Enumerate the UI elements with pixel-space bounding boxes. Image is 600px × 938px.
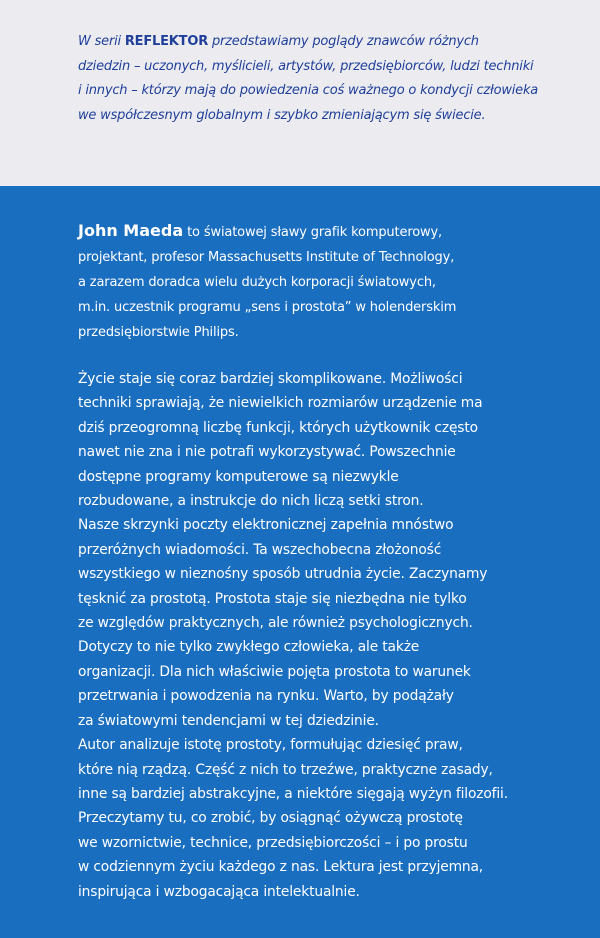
- description-line: ze względów praktycznych, ale również psychologicznych.: [78, 615, 473, 632]
- book-description: [78, 367, 583, 904]
- description-line: inne są bardziej abstrakcyjne, a niektóre sięgają wyżyn filozofii.: [78, 785, 508, 802]
- author-bio-line: projektant, profesor Massachusetts Institute of Technology,: [78, 250, 455, 265]
- description-line: Dotyczy to nie tylko zwykłego człowieka, ale także: [78, 639, 420, 656]
- description-line: nawet nie zna i nie potrafi wykorzystywać. Powszechnie: [78, 444, 456, 461]
- series-intro: W serii: [78, 34, 121, 49]
- series-band: [0, 0, 600, 186]
- description-line: wszystkiego w nieznośny sposób utrudnia życie. Zaczynamy: [78, 566, 488, 583]
- description-line: Życie staje się coraz bardziej skomplikowane. Możliwości: [78, 371, 463, 387]
- author-bio: [78, 218, 578, 345]
- description-line: dostępne programy komputerowe są niezwykle: [78, 468, 399, 485]
- series-line: i innych – którzy mają do powiedzenia coś ważnego o kondycji człowieka: [78, 83, 539, 98]
- series-line: we współczesnym globalnym i szybko zmieniającym się świecie.: [78, 107, 486, 123]
- author-bio-line: m.in. uczestnik programu „sens i prostota” w holenderskim: [78, 300, 457, 315]
- author-bio-line: John Maeda to światowej sławy grafik komputerowy,: [78, 221, 443, 240]
- description-line: tęsknić za prostotą. Prostota staje się niezbędna nie tylko: [78, 590, 467, 607]
- author-bio-line: przedsiębiorstwie Philips.: [78, 325, 239, 340]
- author-bio-line: a zarazem doradca wielu dużych korporacji światowych,: [78, 275, 436, 290]
- description-line: przetrwania i powodzenia na rynku. Warto, by podążały: [78, 688, 454, 705]
- description-line: przeróżnych wiadomości. Ta wszechobecna złożoność: [78, 541, 442, 558]
- description-line: dziś przeogromną liczbę funkcji, których użytkownik często: [78, 419, 478, 436]
- description-line: Autor analizuje istotę prostoty, formułując dziesięć praw,: [78, 737, 463, 754]
- description-line: inspirująca i wzbogacająca intelektualnie.: [78, 883, 360, 900]
- description-line: które nią rządzą. Część z nich to trzeźwe, praktyczne zasady,: [78, 761, 493, 778]
- description-line: Przeczytamy tu, co zrobić, by osiągnąć ożywczą prostotę: [78, 810, 463, 827]
- series-line: dziedzin – uczonych, myślicieli, artystów, przedsiębiorców, ludzi techniki: [78, 58, 534, 74]
- series-name: REFLEKTOR: [124, 34, 209, 49]
- series-description: [78, 30, 558, 128]
- description-line: Nasze skrzynki poczty elektronicznej zapełnia mnóstwo: [78, 517, 454, 534]
- description-line: rozbudowane, a instrukcje do nich liczą setki stron.: [78, 493, 424, 510]
- description-line: w codziennym życiu każdego z nas. Lektura jest przyjemna,: [78, 859, 484, 876]
- description-line: organizacji. Dla nich właściwie pojęta prostota to warunek: [78, 663, 471, 680]
- description-line: za światowymi tendencjami w tej dziedzinie.: [78, 712, 379, 729]
- description-line: we wzornictwie, technice, przedsiębiorczości – i po prostu: [78, 834, 468, 851]
- author-name: John Maeda: [78, 221, 184, 240]
- description-line: techniki sprawiają, że niewielkich rozmiarów urządzenie ma: [78, 395, 483, 412]
- series-line: W serii REFLEKTOR przedstawiamy poglądy znawców różnych: [78, 34, 479, 49]
